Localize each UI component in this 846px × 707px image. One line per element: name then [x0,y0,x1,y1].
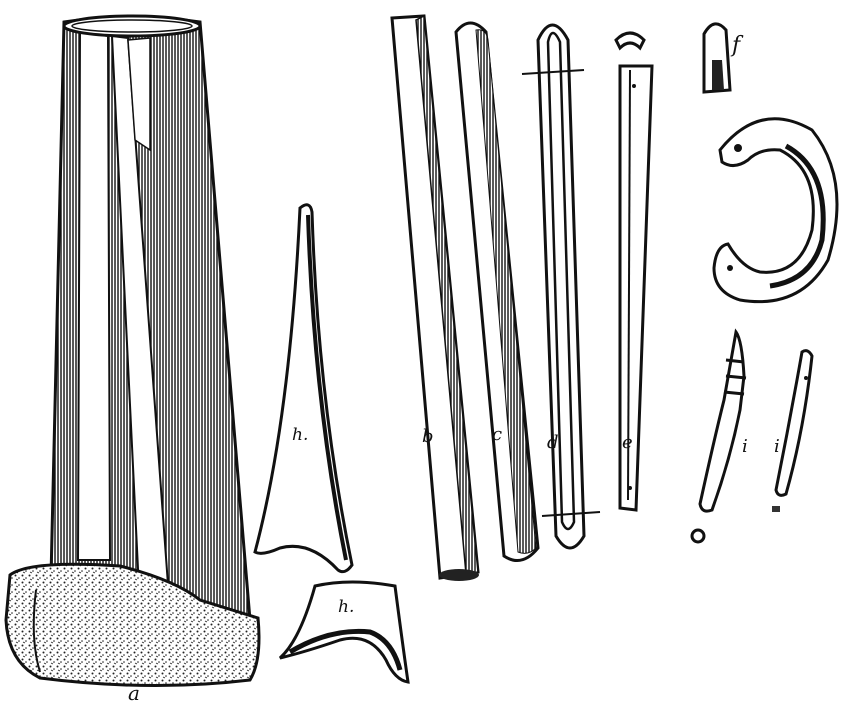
artifact-e-slotted-rod [616,33,652,510]
label-c: c [492,424,503,445]
label-d: d [547,432,559,453]
label-e: e [622,432,633,453]
label-f: f [732,33,741,58]
artifact-i-right-pin [772,351,812,512]
artifact-a-bone-shaft [6,16,259,705]
label-h-lower: h. [338,597,355,617]
artifact-f-socket [704,24,744,92]
artifact-i-left-barbed-point [692,332,748,542]
artifact-h-upper-blade [255,205,352,572]
label-b: b [422,426,434,447]
label-a: a [128,681,140,705]
artifact-h-lower-fragment [280,582,408,682]
artifact-hook [714,119,837,302]
label-h-upper: h. [292,425,309,445]
label-i-right: i [774,436,780,457]
label-i-left: i [742,436,748,457]
artifact-d-grooved-needle [522,25,600,548]
